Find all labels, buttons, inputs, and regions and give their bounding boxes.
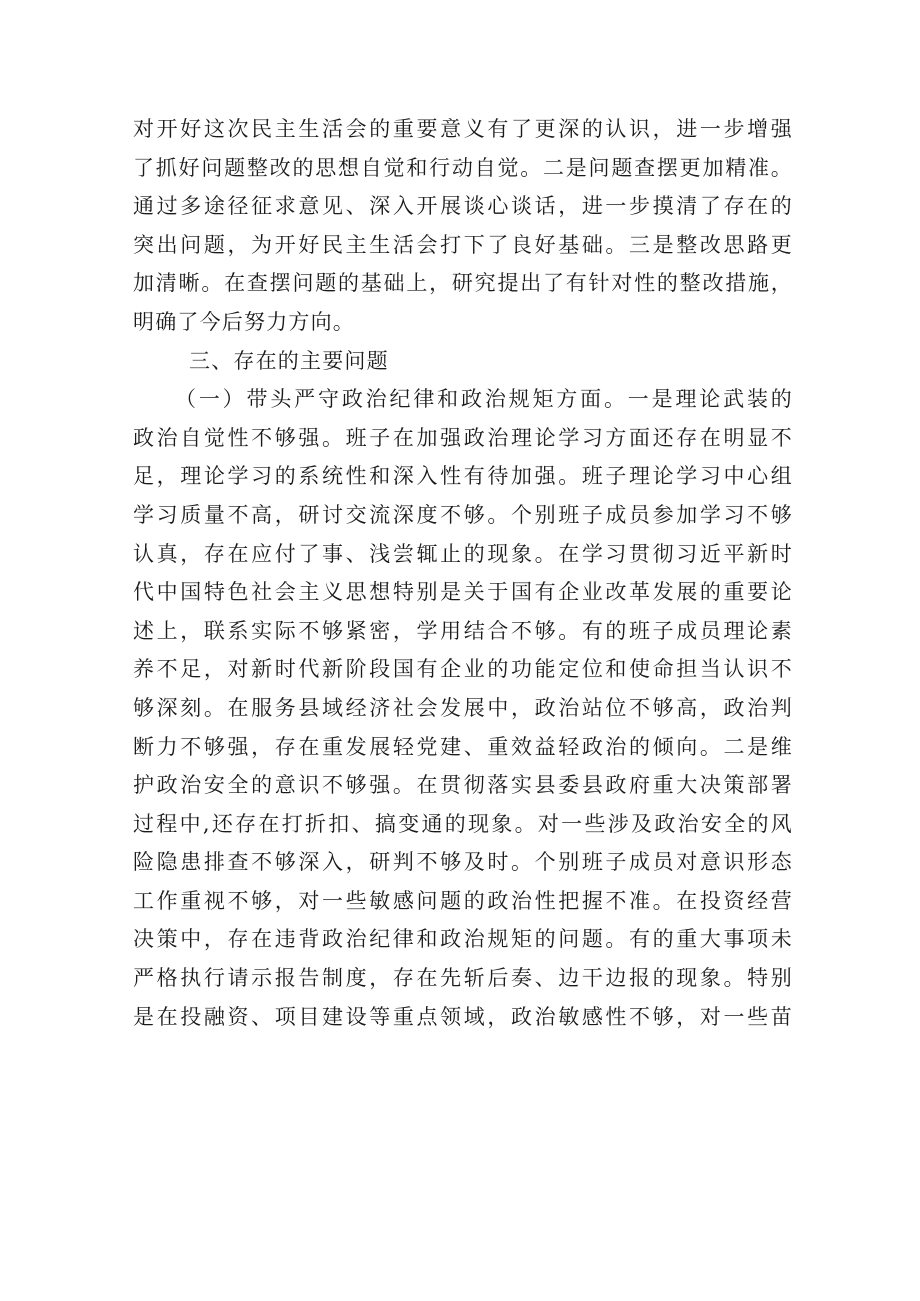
text-line: 明确了今后努力方向。 (133, 309, 355, 334)
text-line: 养不足，对新时代新阶段国有企业的功能定位和使命担当认识不 (133, 657, 793, 682)
text-line: 加清晰。在查摆问题的基础上，研究提出了有针对性的整改措施， (133, 271, 793, 296)
text-line: 过程中,还存在打折扣、搞变通的现象。对一些涉及政治安全的风 (133, 811, 793, 836)
text-line: 对开好这次民主生活会的重要意义有了更深的认识，进一步增强 (133, 117, 793, 141)
document-body (133, 110, 793, 1036)
text-line: 通过多途径征求意见、深入开展谈心谈话，进一步摸清了存在的 (133, 194, 793, 219)
paragraph-first-line: （一）带头严守政治纪律和政治规矩方面。一是理论武装的 (175, 387, 793, 412)
text-line: 认真，存在应付了事、浅尝辄止的现象。在学习贯彻习近平新时 (133, 541, 793, 566)
text-line: 足，理论学习的系统性和深入性有待加强。班子理论学习中心组 (133, 464, 793, 489)
text-line: 了抓好问题整改的思想自觉和行动自觉。二是问题查摆更加精准。 (133, 155, 793, 180)
text-line: 代中国特色社会主义思想特别是关于国有企业改革发展的重要论 (133, 580, 793, 605)
text-line: 决策中，存在违背政治纪律和政治规矩的问题。有的重大事项未 (133, 927, 793, 952)
text-line: 险隐患排查不够深入，研判不够及时。个别班子成员对意识形态 (133, 850, 793, 875)
text-line: 够深刻。在服务县域经济社会发展中，政治站位不够高，政治判 (133, 695, 793, 720)
text-line: 述上，联系实际不够紧密，学用结合不够。有的班子成员理论素 (133, 618, 793, 643)
text-line: 学习质量不高，研讨交流深度不够。个别班子成员参加学习不够 (133, 502, 793, 527)
text-line: 严格执行请示报告制度，存在先斩后奏、边干边报的现象。特别 (133, 966, 793, 991)
text-line: 政治自觉性不够强。班子在加强政治理论学习方面还存在明显不 (133, 425, 793, 450)
text-line: 是在投融资、项目建设等重点领域，政治敏感性不够，对一些苗 (133, 1004, 793, 1029)
text-line: 突出问题，为开好民主生活会打下了良好基础。三是整改思路更 (133, 232, 793, 257)
text-line: 护政治安全的意识不够强。在贯彻落实县委县政府重大决策部署 (133, 773, 793, 798)
text-line: 断力不够强，存在重发展轻党建、重效益轻政治的倾向。二是维 (133, 734, 793, 759)
section-heading: 三、存在的主要问题 (189, 348, 389, 373)
text-line: 工作重视不够，对一些敏感问题的政治性把握不准。在投资经营 (133, 888, 793, 913)
